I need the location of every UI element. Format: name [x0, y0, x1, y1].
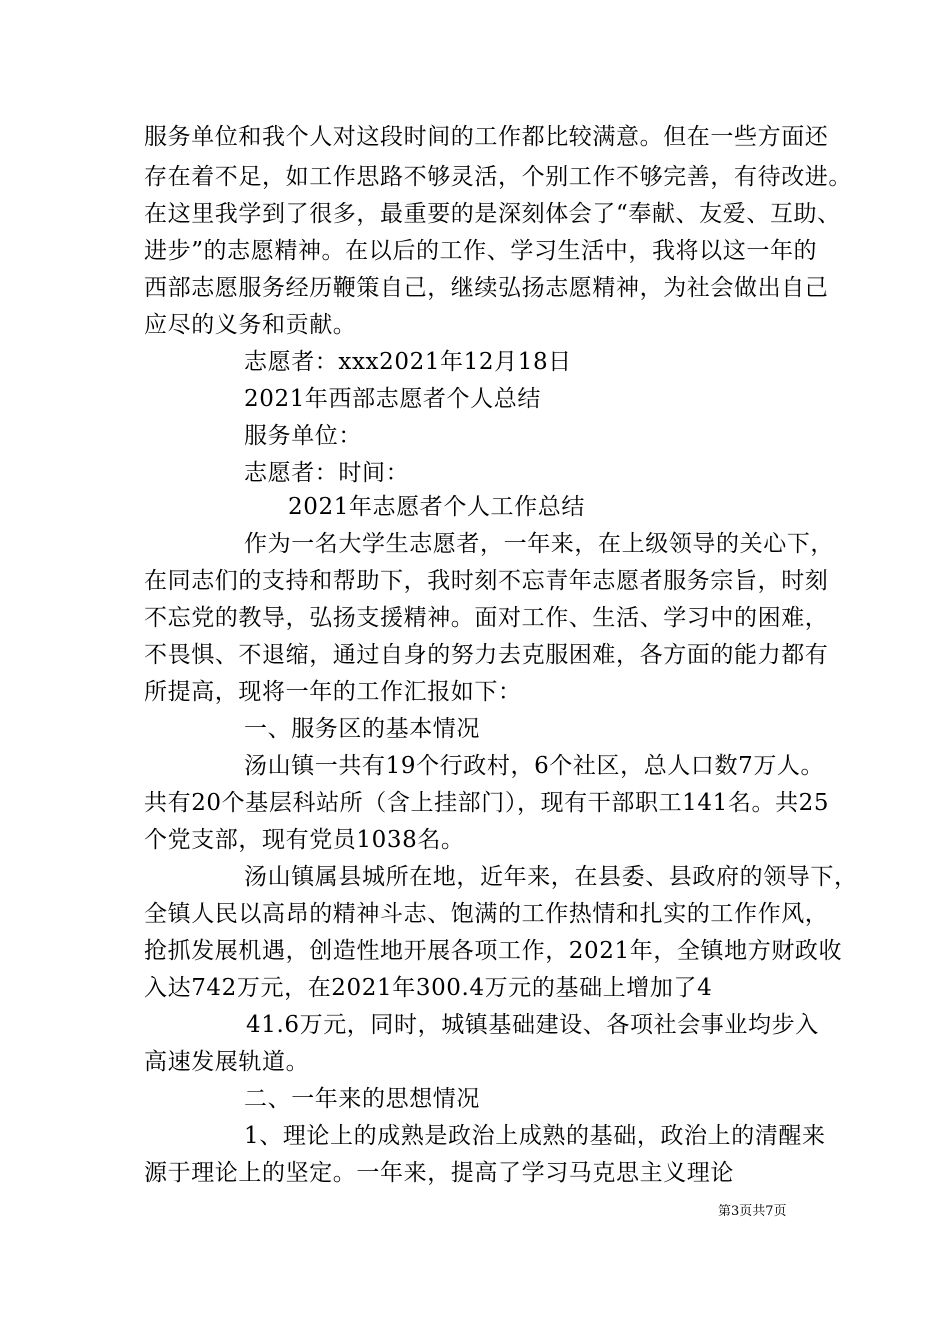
text-line: 在这里我学到了很多，最重要的是深刻体会了“奉献、友爱、互助、	[144, 201, 841, 227]
text-line: 进步”的志愿精神。在以后的工作、学习生活中，我将以这一年的	[144, 238, 818, 264]
section-title: 2021年西部志愿者个人总结	[244, 386, 541, 412]
text-line: 在同志们的支持和帮助下，我时刻不忘青年志愿者服务宗旨，时刻	[144, 568, 829, 594]
text-line: 汤山镇一共有19个行政村，6个社区，总人口数7万人。	[244, 753, 825, 779]
text-line: 入达742万元，在2021年300.4万元的基础上增加了4	[144, 975, 713, 1001]
text-line: 不忘党的教导，弘扬支援精神。面对工作、生活、学习中的困难，	[144, 605, 829, 631]
section-heading: 二、一年来的思想情况	[244, 1086, 480, 1112]
text-line: 1、理论上的成熟是政治上成熟的基础，政治上的清醒来	[244, 1123, 826, 1149]
text-line: 服务单位：	[244, 423, 362, 449]
text-line: 西部志愿服务经历鞭策自己，继续弘扬志愿精神，为社会做出自己	[144, 275, 829, 301]
signature-line: 志愿者：xxx2021年12月18日	[244, 349, 572, 375]
text-line: 所提高，现将一年的工作汇报如下：	[144, 679, 522, 705]
text-line: 抢抓发展机遇，创造性地开展各项工作，2021年，全镇地方财政收	[144, 938, 843, 964]
text-line: 汤山镇属县城所在地，近年来，在县委、县政府的领导下，	[244, 864, 858, 890]
text-line: 共有20个基层科站所（含上挂部门），现有干部职工141名。共25	[144, 790, 830, 816]
document-title: 2021年志愿者个人工作总结	[288, 494, 585, 520]
text-line: 个党支部，现有党员1038名。	[144, 827, 465, 853]
text-line: 作为一名大学生志愿者，一年来，在上级领导的关心下，	[244, 531, 834, 557]
text-line: 志愿者：时间：	[244, 460, 410, 486]
text-line: 服务单位和我个人对这段时间的工作都比较满意。但在一些方面还	[144, 124, 829, 150]
text-line: 应尽的义务和贡献。	[144, 312, 357, 338]
section-heading: 一、服务区的基本情况	[244, 716, 480, 742]
text-line: 全镇人民以高昂的精神斗志、饱满的工作热情和扎实的工作作风，	[144, 901, 829, 927]
text-line: 源于理论上的坚定。一年来，提高了学习马克思主义理论	[144, 1160, 734, 1186]
text-line: 不畏惧、不退缩，通过自身的努力去克服困难，各方面的能力都有	[144, 642, 829, 668]
page-number-footer: 第3页共7页	[718, 1204, 787, 1219]
text-line: 41.6万元，同时，城镇基础建设、各项社会事业均步入	[246, 1012, 819, 1038]
text-line: 高速发展轨道。	[144, 1049, 310, 1075]
text-line: 存在着不足，如工作思路不够灵活，个别工作不够完善，有待改进。	[144, 164, 852, 190]
